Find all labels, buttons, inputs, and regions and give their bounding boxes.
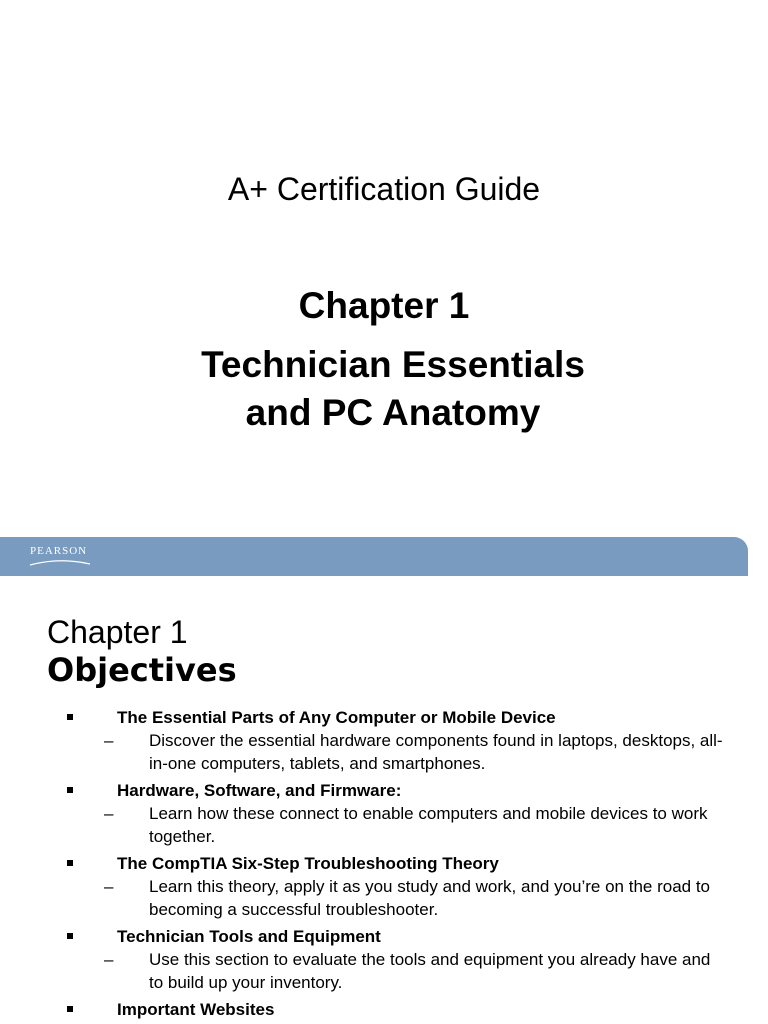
objective-detail	[0, 875, 768, 921]
objective-detail	[0, 948, 768, 994]
objectives-chapter-label: Chapter 1	[47, 614, 188, 650]
footer-band	[0, 537, 748, 576]
dash-icon: –	[104, 731, 114, 750]
objective-title-text: The CompTIA Six-Step Troubleshooting Theory	[117, 854, 499, 873]
chapter-name-line1: Technician Essentials	[201, 344, 585, 385]
objective-title-text: Hardware, Software, and Firmware:	[117, 781, 402, 800]
objectives-slide	[0, 576, 768, 1024]
objective-title-text: Technician Tools and Equipment	[117, 927, 381, 946]
square-bullet-icon	[67, 933, 73, 939]
chapter-name	[0, 341, 768, 437]
dash-icon: –	[104, 950, 114, 969]
chapter-name-line2: and PC Anatomy	[245, 392, 541, 433]
guide-title: A+ Certification Guide	[227, 171, 541, 207]
objectives-heading: Objectives	[47, 651, 237, 689]
list-item	[0, 706, 768, 775]
dash-icon: –	[104, 877, 114, 896]
list-item	[0, 998, 768, 1021]
objective-title	[0, 925, 768, 948]
objective-detail-text: Use this section to evaluate the tools and equipment you already have and to build up your inventory.	[149, 950, 711, 992]
square-bullet-icon	[67, 1006, 73, 1012]
objective-title-text: The Essential Parts of Any Computer or Mobile Device	[117, 708, 556, 727]
objective-detail	[0, 802, 768, 848]
objective-title	[0, 706, 768, 729]
list-item	[0, 852, 768, 921]
objectives-list	[0, 706, 768, 1021]
chapter-label: Chapter 1	[298, 285, 470, 326]
list-item	[0, 779, 768, 848]
objective-detail-text: Learn this theory, apply it as you study and work, and you’re on the road to becoming a successful troubleshooter.	[149, 877, 711, 919]
objective-detail-text: Discover the essential hardware components found in laptops, desktops, all-in-one computers, tablets, and smartphones.	[149, 731, 723, 773]
square-bullet-icon	[67, 787, 73, 793]
objective-title	[0, 998, 768, 1021]
pearson-swoosh-icon	[28, 559, 92, 567]
square-bullet-icon	[67, 860, 73, 866]
dash-icon: –	[104, 804, 114, 823]
list-item	[0, 925, 768, 994]
square-bullet-icon	[67, 714, 73, 720]
pearson-logo: PEARSON	[30, 545, 88, 557]
objective-title	[0, 779, 768, 802]
objective-title-text: Important Websites	[117, 1000, 275, 1019]
objective-detail	[0, 729, 768, 775]
objective-title	[0, 852, 768, 875]
objective-detail-text: Learn how these connect to enable computers and mobile devices to work together.	[149, 804, 708, 846]
